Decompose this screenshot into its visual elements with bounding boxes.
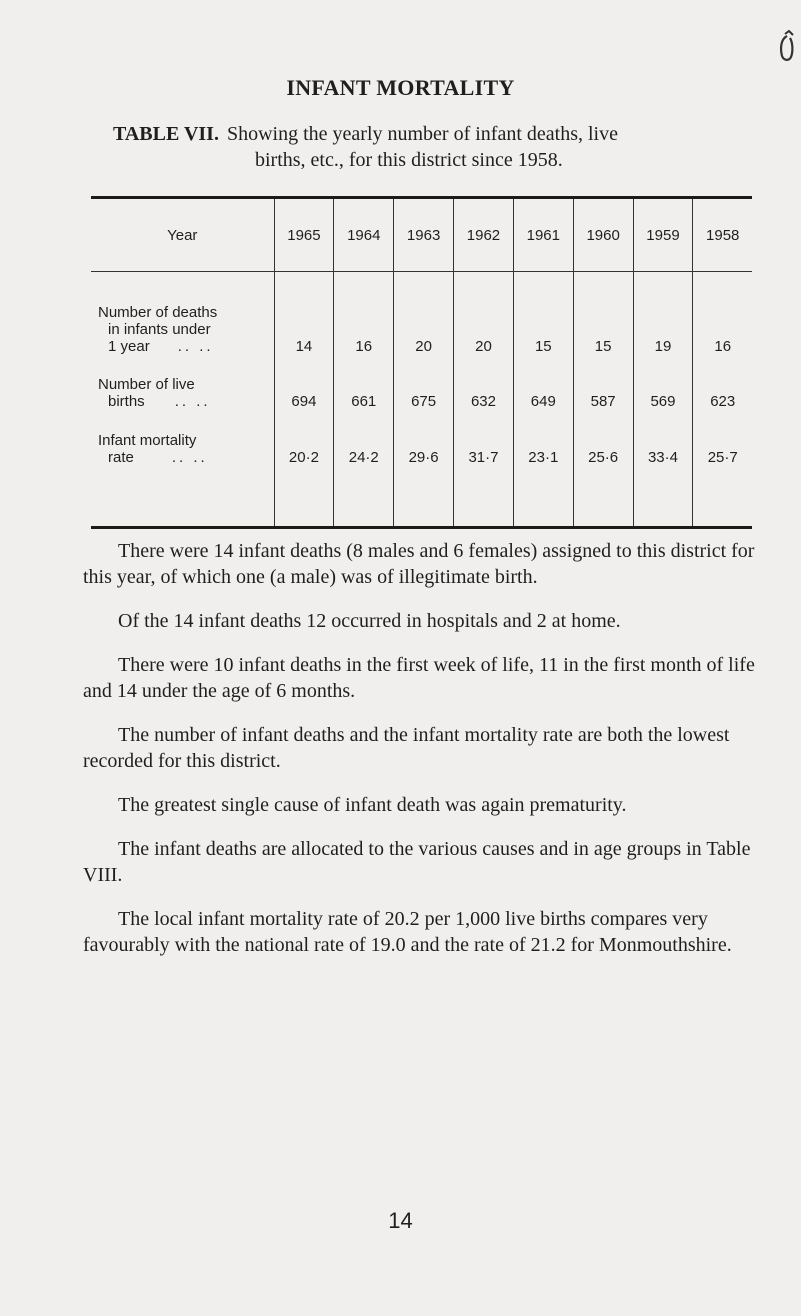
- paragraph: There were 14 infant deaths (8 males and 6 females) assigned to this district for this year, of which one (a male) was of illegitimate birth.: [83, 540, 755, 588]
- column-header-1961: 1961: [513, 198, 573, 272]
- table-cell: 24·2: [334, 414, 394, 470]
- leader-dots: .. ..: [171, 449, 208, 466]
- table-cell: 587: [573, 359, 633, 414]
- table-cell: 20: [394, 272, 454, 360]
- table-cell: 675: [394, 359, 454, 414]
- table-cell: 16: [693, 272, 752, 360]
- row-label: Number of live births .. ..: [98, 376, 211, 410]
- table-cell: 25·7: [693, 414, 752, 470]
- column-header-1959: 1959: [633, 198, 693, 272]
- corner-stamp-mark: [777, 30, 797, 64]
- report-body: [83, 538, 759, 976]
- row-label: Infant mortality rate .. ..: [98, 432, 208, 466]
- table-cell: 623: [693, 359, 752, 414]
- table-caption: [113, 121, 773, 173]
- row-label: Number of deaths in infants under 1 year .. ..: [98, 304, 218, 355]
- paragraph: The local infant mortality rate of 20.2 per 1,000 live births compares very favourably with the national rate of 19.0 and the rate of 21.2 for Monmouthshire.: [83, 908, 732, 956]
- page-number: 14: [388, 1208, 413, 1233]
- table-cell: 25·6: [573, 414, 633, 470]
- table-cell: 632: [454, 359, 514, 414]
- table-cell: 15: [573, 272, 633, 360]
- table-row: [91, 414, 752, 470]
- table-cell: 33·4: [633, 414, 693, 470]
- column-header-year: Year: [91, 198, 274, 272]
- table-label: TABLE VII.: [113, 123, 219, 145]
- table-cell: 19: [633, 272, 693, 360]
- table-header-row: [91, 198, 752, 272]
- caption-line-2: births, etc., for this district since 1958.: [255, 149, 563, 171]
- table-row: [91, 359, 752, 414]
- table-row: [91, 272, 752, 360]
- column-header-1958: 1958: [693, 198, 752, 272]
- table-cell: 649: [513, 359, 573, 414]
- table-cell: 661: [334, 359, 394, 414]
- column-header-1963: 1963: [394, 198, 454, 272]
- table-cell: 31·7: [454, 414, 514, 470]
- column-header-1960: 1960: [573, 198, 633, 272]
- table-spacer-row: [91, 470, 752, 528]
- table-cell: 29·6: [394, 414, 454, 470]
- paragraph: The number of infant deaths and the infant mortality rate are both the lowest recorded for this district.: [83, 724, 730, 772]
- table-cell: 569: [633, 359, 693, 414]
- paragraph: The greatest single cause of infant death was again prematurity.: [118, 794, 627, 816]
- page-title: INFANT MORTALITY: [286, 75, 515, 100]
- table-cell: 15: [513, 272, 573, 360]
- table-cell: 23·1: [513, 414, 573, 470]
- table-cell: 16: [334, 272, 394, 360]
- table-cell: 20·2: [274, 414, 334, 470]
- leader-dots: .. ..: [177, 338, 214, 355]
- table-cell: 14: [274, 272, 334, 360]
- paragraph: The infant deaths are allocated to the various causes and in age groups in Table VIII.: [83, 838, 751, 886]
- column-header-1965: 1965: [274, 198, 334, 272]
- column-header-1964: 1964: [334, 198, 394, 272]
- table-cell: 694: [274, 359, 334, 414]
- paragraph: There were 10 infant deaths in the first week of life, 11 in the first month of life and 14 under the age of 6 months.: [83, 654, 755, 702]
- leader-dots: .. ..: [174, 393, 211, 410]
- infant-mortality-table: [91, 196, 752, 529]
- column-header-1962: 1962: [454, 198, 514, 272]
- table-cell: 20: [454, 272, 514, 360]
- paragraph: Of the 14 infant deaths 12 occurred in hospitals and 2 at home.: [118, 610, 621, 632]
- caption-line-1: Showing the yearly number of infant deaths, live: [226, 123, 618, 145]
